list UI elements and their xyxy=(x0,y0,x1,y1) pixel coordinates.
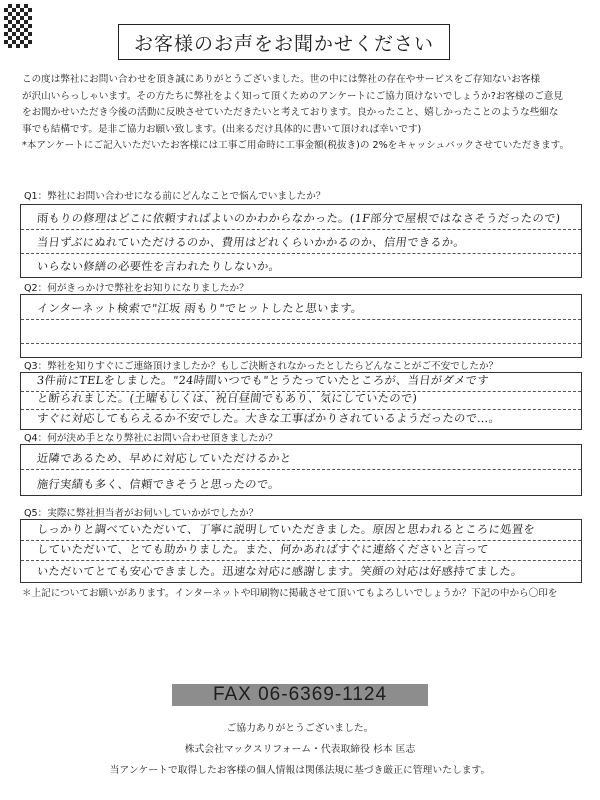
answer-line xyxy=(21,295,581,320)
privacy-notice: 当アンケートで取得したお客様の個人情報は関係法規に基づき厳正に管理いたします。 xyxy=(109,765,491,776)
question-4-label: Q4：何が決め手となり弊社にお問い合わせ頂きましたか？ xyxy=(24,433,278,444)
answer-line xyxy=(21,445,581,470)
handwritten-answer: 雨もりの修理はどこに依頼すればよいのかわからなかった。(1F部分で屋根ではなさそうだったので) xyxy=(36,212,562,225)
answer-2-box xyxy=(20,294,582,358)
company-signature: 株式会社マックスリフォーム・代表取締役 杉本 匡志 xyxy=(184,744,416,755)
question-3-label: Q3：弊社を知りすぐにご連絡頂けましたか？もしご決断されなかったとしたらどんなことがご不安でしたか？ xyxy=(24,361,499,372)
handwritten-answer: いらない修繕の必要性を言われたりしないか。 xyxy=(36,260,281,273)
handwritten-answer: いただいてとても安心できました。迅速な対応に感謝します。笑顔の対応は好感持てました。 xyxy=(36,565,524,578)
handwritten-answer: 当日ずぶにぬれていただけるのか、費用はどれくらいかかるのか、信用できるか。 xyxy=(36,236,466,249)
handwritten-answer: 施行実績も多く、信頼できそうと思ったので。 xyxy=(36,478,281,491)
intro-line: をお聞かせいただき今後の活動に反映させていただきたいと考えております。良かったこと、嬉しかったことのような些細な xyxy=(22,107,559,118)
fax-number-banner xyxy=(172,684,428,706)
answer-line xyxy=(21,540,581,561)
answer-1-box xyxy=(20,204,582,278)
answer-line xyxy=(21,520,581,541)
answer-3-box xyxy=(20,372,582,430)
question-2-label: Q2：何がきっかけで弊社をお知りになりましたか？ xyxy=(24,283,249,294)
answer-line xyxy=(21,391,581,410)
intro-line: が沢山いらっしゃいます。その方たちに弊社をよく知って頂くためのアンケートにご協力頂けないでしょうか?お客様のご意見 xyxy=(22,90,563,102)
question-5-label: Q5：実際に弊社担当者がお伺いしていかがでしたか？ xyxy=(24,508,259,519)
page-title xyxy=(118,24,450,60)
answer-line xyxy=(21,560,581,582)
answer-5-box xyxy=(20,519,582,583)
fax-number: FAX 06-6369-1124 xyxy=(212,684,388,705)
handwritten-answer: すぐに対応してもらえるか不安でした。大きな工事ばかりされているようだったので…。 xyxy=(36,412,502,425)
handwritten-answer: インターネット検索で"江坂 雨もり"でヒットしたと思います。 xyxy=(36,302,364,315)
answer-line xyxy=(21,409,581,429)
answer-line xyxy=(21,319,581,344)
answer-line xyxy=(21,253,581,277)
answer-line xyxy=(21,343,581,357)
page-title-text: お客様のお声をお聞かせください xyxy=(133,32,434,55)
intro-line: この度は弊社にお問い合わせを頂き誠にありがとうございました。世の中には弊社の存在やサービスをご存知ないお客様 xyxy=(22,74,541,85)
intro-text xyxy=(22,72,580,155)
answer-line xyxy=(21,205,581,230)
answer-line xyxy=(21,229,581,254)
question-1-label: Q1：弊社にお問い合わせになる前にどんなことで悩んでいましたか？ xyxy=(24,191,326,202)
intro-line: 事でも結構です。是非ご協力お願い致します。(出来るだけ具体的に書いて頂ければ幸いです) xyxy=(22,123,422,135)
answer-4-box xyxy=(20,444,582,496)
handwritten-answer: 近隣であるため、早めに対応していただけるかと xyxy=(36,452,293,465)
handwritten-answer: しっかりと調べていただいて、丁寧に説明していただきました。原因と思われるところに処置を xyxy=(36,523,536,536)
publication-request-note: ＊上記についてお願いがあります。インターネットや印刷物に掲載させて頂いてもよろしいでしょうか？下記の中から〇印を xyxy=(22,588,558,599)
intro-cashback-note: *本アンケートにご記入いただいたお客様には工事ご用命時に工事金額(税抜き)の 2%をキャッシュバックさせていただきます。 xyxy=(22,140,570,151)
answer-line xyxy=(21,469,581,495)
handwritten-answer: していただいて、とても助かりました。また、何かあればすぐに連絡くださいと言って xyxy=(36,543,490,556)
handwritten-answer: 3件前にTELをしました。"24時間いつでも"とうたっていたところが、当日がダメです xyxy=(36,374,490,387)
checker-mark-icon xyxy=(4,4,32,48)
handwritten-answer: と断られました。(土曜もしくは、祝日昼間でもあり、気にしていたので) xyxy=(36,392,418,405)
thanks-text: ご協力ありがとうございました。 xyxy=(226,723,374,734)
